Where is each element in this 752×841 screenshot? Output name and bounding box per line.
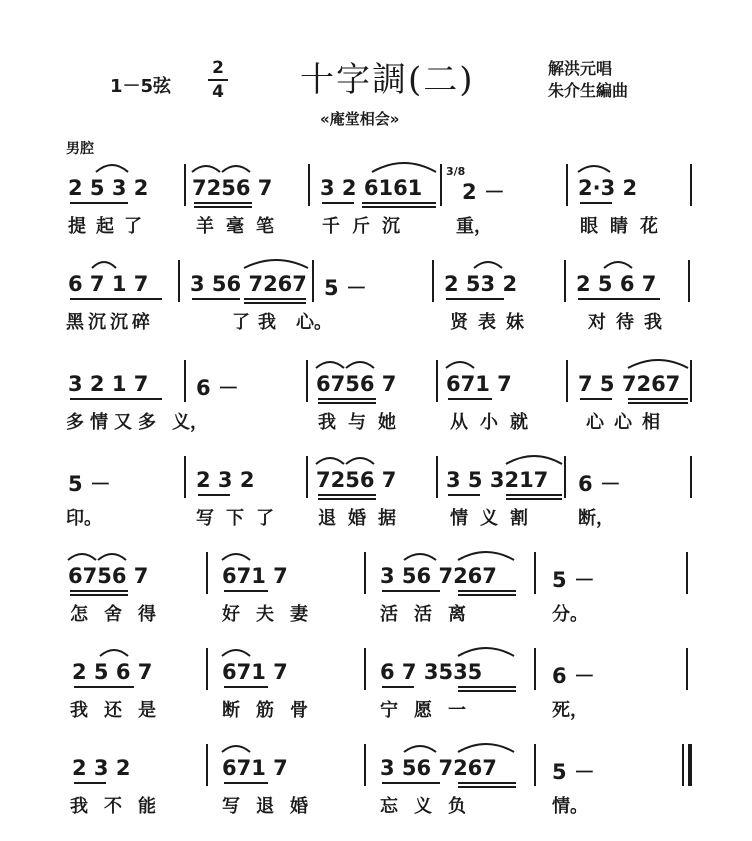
lyric-text: 好夫妻 <box>222 604 324 625</box>
lyric-text: 对待我 <box>588 312 672 333</box>
lyric-text: 情义割 <box>450 508 540 529</box>
measure-notes: 2 5 6 7 <box>576 272 657 296</box>
lyric-text: 我还是 <box>70 700 172 721</box>
measure-notes: 5 － <box>68 472 111 496</box>
composer-credit: 朱介生編曲 <box>548 81 629 100</box>
lyric-text: 从小就 <box>450 412 540 433</box>
lyric-text: 重， <box>456 216 492 237</box>
lyric-text: 死， <box>552 700 588 721</box>
lyric-text: 心。 <box>296 312 332 333</box>
measure-notes: 6 － <box>196 376 239 400</box>
measure-notes: 3 56 7267 <box>190 272 307 296</box>
measure-notes: 3 2 1 7 <box>68 372 149 396</box>
voice-label: 男腔 <box>66 141 94 157</box>
measure-notes: 6756 7 <box>68 564 149 588</box>
measure-notes: 671 7 <box>222 756 288 780</box>
key-signature: 1－5弦 <box>110 76 172 97</box>
measure-notes: 2 5 3 2 <box>68 176 149 200</box>
measure-notes: 6 7 3535 <box>380 660 483 684</box>
measure-notes: 2 5 6 7 <box>72 660 153 684</box>
lyric-text: 写退婚 <box>222 796 324 817</box>
lyric-text: 活活离 <box>380 604 482 625</box>
measure-notes: 671 7 <box>446 372 512 396</box>
measure-notes: 7 5 7267 <box>578 372 681 396</box>
lyric-text: 宁愿一 <box>380 700 482 721</box>
measure-notes: 3 2 6161 <box>320 176 423 200</box>
measure-notes: 5 － <box>324 276 367 300</box>
lyric-text: 眼睛花 <box>580 216 670 237</box>
measure-notes: 6 7 1 7 <box>68 272 149 296</box>
time-signature-denominator: 4 <box>212 82 224 102</box>
lyric-text: 情。 <box>552 796 588 817</box>
song-title: 十字調(二) <box>300 60 475 100</box>
meter-change: 3/8 <box>446 165 466 178</box>
singer-credit: 解洪元唱 <box>548 59 613 78</box>
lyric-text: 提起了 <box>68 216 152 237</box>
time-signature-numerator: 2 <box>212 58 224 78</box>
lyric-text: 多情又多 <box>66 412 162 433</box>
lyric-text: 写下了 <box>196 508 286 529</box>
lyric-text: 分。 <box>552 604 588 625</box>
lyric-text: 心心相 <box>586 412 670 433</box>
measure-notes: 7256 7 <box>192 176 273 200</box>
measure-notes: 3 56 7267 <box>380 564 497 588</box>
lyric-text: 断筋骨 <box>222 700 324 721</box>
lyric-text: 千斤沉 <box>322 216 412 237</box>
lyric-text: 我与她 <box>318 412 408 433</box>
lyric-text: 贤表妹 <box>450 312 534 333</box>
measure-notes: 2 53 2 <box>444 272 518 296</box>
measure-notes: 671 7 <box>222 564 288 588</box>
lyric-text: 怎舍得 <box>70 604 172 625</box>
measure-notes: 7256 7 <box>316 468 397 492</box>
lyric-text: 印。 <box>66 508 102 529</box>
measure-notes: 6 － <box>552 664 595 688</box>
measure-notes: 6 － <box>578 472 621 496</box>
measure-notes: 5 － <box>552 760 595 784</box>
measure-notes: 2 － <box>462 180 505 204</box>
lyric-text: 了我 <box>232 312 284 333</box>
measure-notes: 671 7 <box>222 660 288 684</box>
lyric-text: 羊毫笔 <box>196 216 286 237</box>
subtitle: «庵堂相会» <box>320 110 400 128</box>
measure-notes: 3 5 3217 <box>446 468 549 492</box>
measure-notes: 2·3 2 <box>578 176 638 200</box>
lyric-text: 退婚据 <box>318 508 408 529</box>
lyric-text: 我不能 <box>70 796 172 817</box>
lyric-text: 断， <box>578 508 614 529</box>
measure-notes: 2 3 2 <box>196 468 255 492</box>
lyric-text: 黑沉沉碎 <box>66 312 154 333</box>
lyric-text: 义， <box>172 412 208 433</box>
measure-notes: 3 56 7267 <box>380 756 497 780</box>
measure-notes: 5 － <box>552 568 595 592</box>
measure-notes: 2 3 2 <box>72 756 131 780</box>
lyric-text: 忘义负 <box>380 796 482 817</box>
measure-notes: 6756 7 <box>316 372 397 396</box>
